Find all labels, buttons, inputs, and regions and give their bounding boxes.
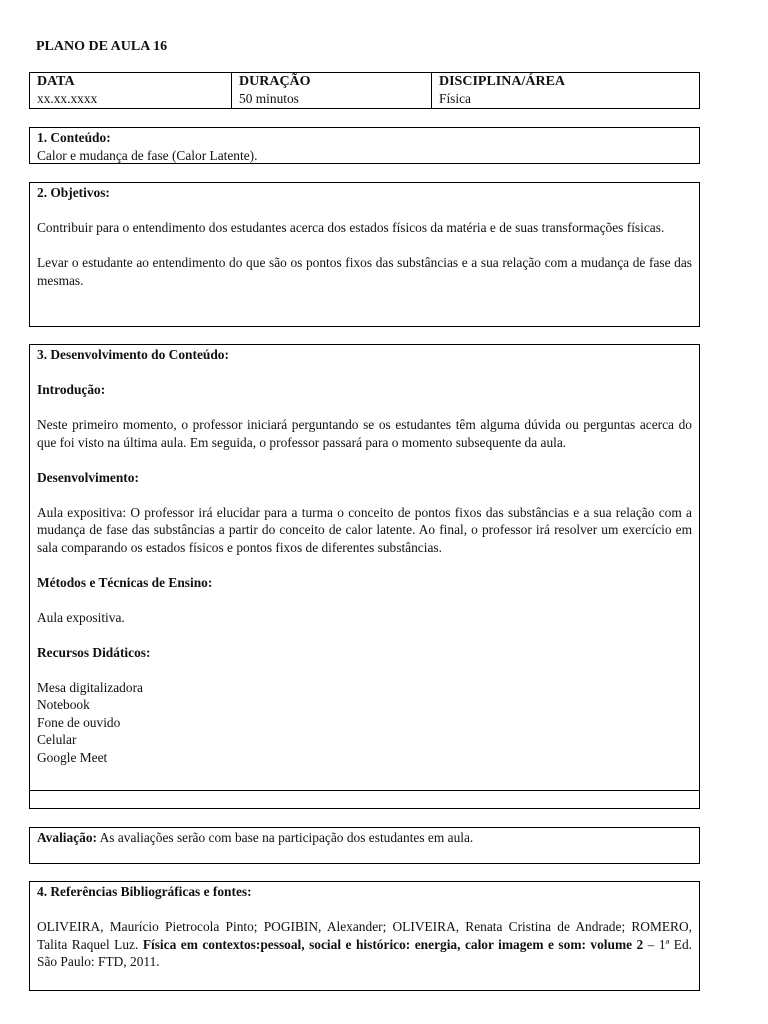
development-text: Aula expositiva: O professor irá elucidar para a turma o conceito de pontos fixos das substâncias e a sua relação com a mudança de fase das substâncias a partir do conceito de calor latente. Ao final, o professor irá resolver um exercício em sala comparando os estados físicos e pontos fixos de diferentes substâncias. — [37, 504, 692, 555]
development-section — [29, 344, 700, 791]
content-heading: 1. Conteúdo: — [37, 130, 111, 145]
objectives-section — [29, 182, 700, 327]
content-section — [29, 127, 700, 164]
duration-cell — [232, 73, 432, 108]
resources-heading: Recursos Didáticos: — [37, 644, 151, 660]
reference-authors: OLIVEIRA, Maurício Pietrocola Pinto; POGIBIN, Alexander; OLIVEIRA, Renata Cristina de Andrade; ROMERO, Talita Raquel Luz. — [37, 919, 692, 952]
development-heading: 3. Desenvolvimento do Conteúdo: — [37, 347, 229, 362]
discipline-value: Física — [439, 91, 471, 106]
evaluation-text: As avaliações serão com base na participação dos estudantes em aula. — [97, 830, 474, 845]
references-section — [29, 881, 700, 991]
resource-item: Mesa digitalizadora — [37, 679, 143, 695]
evaluation-label: Avaliação: — [37, 830, 97, 845]
date-cell — [30, 73, 232, 108]
date-value: xx.xx.xxxx — [37, 91, 98, 106]
reference-entry — [37, 918, 692, 971]
duration-label: DURAÇÃO — [239, 74, 311, 89]
objectives-heading: 2. Objetivos: — [37, 185, 110, 200]
discipline-label: DISCIPLINA/ÁREA — [439, 74, 566, 89]
resource-item: Celular — [37, 732, 77, 747]
date-label: DATA — [37, 74, 75, 89]
evaluation-section — [29, 827, 700, 864]
reference-edition: – 1ª Ed. São Paulo: FTD, 2011. — [37, 936, 692, 969]
document-title: PLANO DE AULA 16 — [36, 39, 168, 54]
reference-book-title: Física em contextos:pessoal, social e histórico: energia, calor imagem e som: volume 2 — [142, 936, 644, 952]
resource-item: Fone de ouvido — [37, 714, 121, 730]
introduction-heading: Introdução: — [37, 382, 106, 397]
resource-item: Notebook — [37, 697, 90, 712]
discipline-cell — [432, 73, 699, 108]
resources-list — [37, 679, 692, 767]
resource-item: Google Meet — [37, 749, 108, 765]
objective-paragraph-1: Contribuir para o entendimento dos estudantes acerca dos estados físicos da matéria e de suas transformações físicas. — [37, 220, 665, 235]
introduction-text: Neste primeiro momento, o professor iniciará perguntando se os estudantes têm alguma dúvida ou perguntas acerca do que foi visto na última aula. Em seguida, o professor passará para o momento subsequente da aula. — [37, 417, 692, 450]
content-text: Calor e mudança de fase (Calor Latente). — [37, 147, 258, 163]
methods-heading: Métodos e Técnicas de Ensino: — [37, 574, 213, 590]
objective-paragraph-2: Levar o estudante ao entendimento do que são os pontos fixos das substâncias e a sua relação com a mudança de fase das mesmas. — [37, 255, 692, 288]
empty-row — [29, 790, 700, 809]
methods-text: Aula expositiva. — [37, 609, 125, 625]
duration-value: 50 minutos — [239, 91, 299, 106]
header-table — [29, 72, 700, 109]
development-subheading: Desenvolvimento: — [37, 469, 139, 485]
references-heading: 4. Referências Bibliográficas e fontes: — [37, 884, 252, 899]
